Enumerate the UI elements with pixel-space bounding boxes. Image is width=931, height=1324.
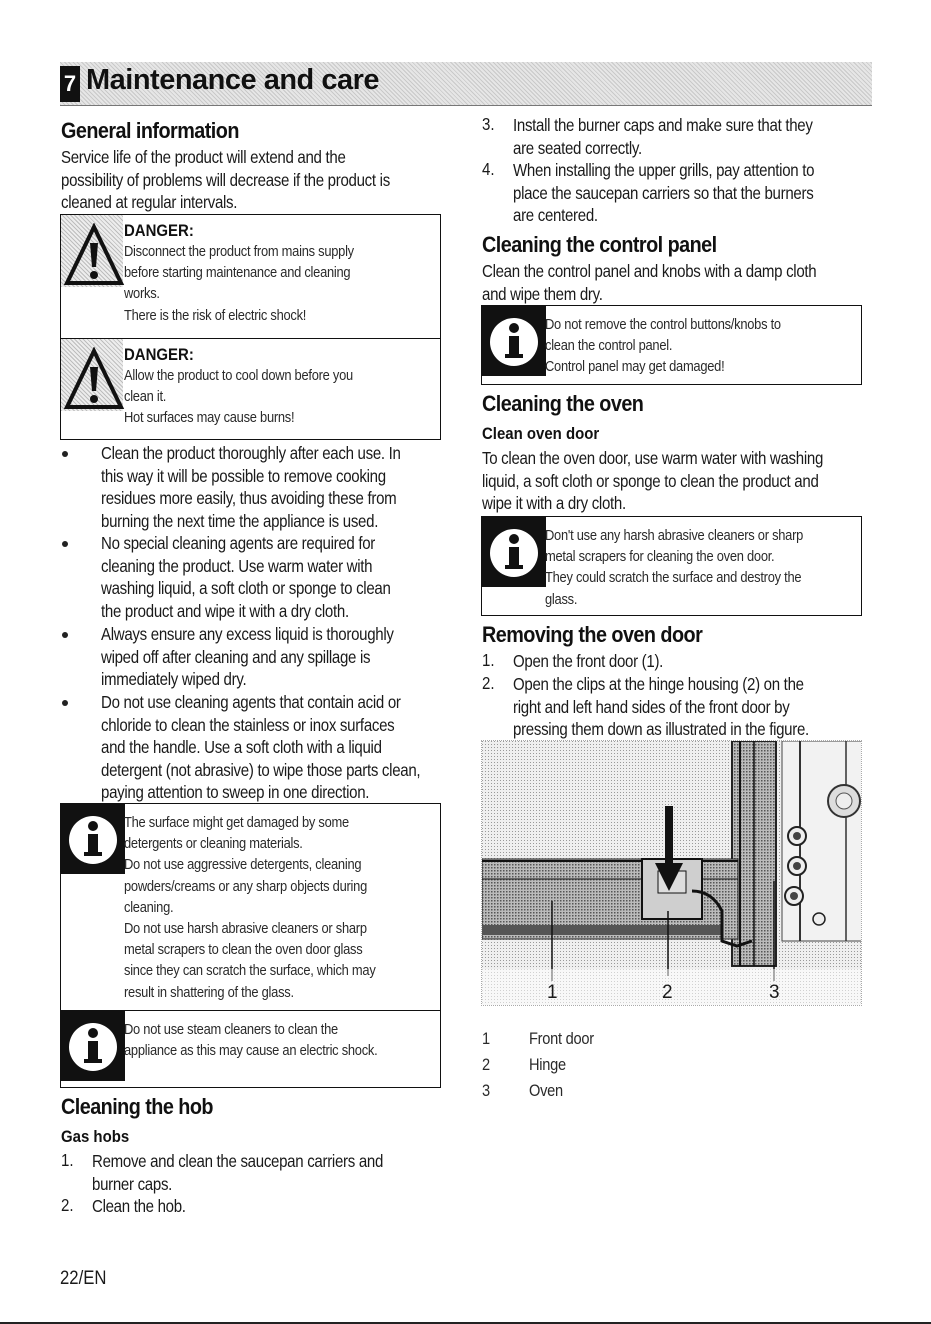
bullet-dot: [62, 700, 68, 706]
intro-line: possibility of problems will decrease if the product is: [61, 169, 390, 190]
control-panel-heading: Cleaning the control panel: [482, 232, 717, 257]
step-number: 4.: [482, 159, 495, 179]
legend-number: 3: [482, 1081, 490, 1100]
step-line: Install the burner caps and make sure that they: [513, 115, 813, 135]
step-line: When installing the upper grills, pay attention to: [513, 160, 815, 180]
bullet-line: this way it will be possible to remove cooking: [101, 465, 386, 486]
info-box-2: [60, 1010, 441, 1088]
bullet-dot: [62, 451, 68, 457]
hinge-illustration: [482, 741, 862, 1006]
general-heading: General information: [61, 118, 239, 143]
oven-text: [482, 447, 879, 515]
info-icon: [61, 1011, 125, 1081]
step-line: place the saucepan carriers so that the burners: [513, 182, 814, 203]
step-number: 3.: [482, 114, 495, 134]
general-intro: [61, 146, 443, 214]
legend-label: Oven: [529, 1081, 563, 1100]
bullet-line: No special cleaning agents are required for: [101, 533, 376, 553]
danger-line: There is the risk of electric shock!: [124, 306, 307, 324]
danger-line: clean it.: [124, 388, 167, 406]
info-icon: [482, 517, 546, 587]
info-icon: [61, 804, 125, 874]
step-line: Clean the hob.: [92, 1196, 186, 1216]
info-line: Do not use aggressive detergents, cleaning: [124, 856, 362, 874]
info-line: They could scratch the surface and destroy the: [545, 569, 802, 587]
danger-line: before starting maintenance and cleaning: [124, 264, 351, 282]
text-line: Clean the control panel and knobs with a damp cloth: [482, 261, 817, 281]
info-line: Do not use harsh abrasive cleaners or sharp: [124, 920, 367, 938]
info-line: clean the control panel.: [545, 337, 673, 355]
danger-line: Hot surfaces may cause burns!: [124, 409, 295, 427]
info-line: cleaning.: [124, 898, 174, 916]
info-box-1: [60, 803, 441, 1011]
oven-door-figure: [481, 740, 862, 1006]
oven-door-subheading: Clean oven door: [482, 424, 600, 443]
gas-hobs-subheading: Gas hobs: [61, 1127, 130, 1146]
bullet-dot: [62, 632, 68, 638]
step-line: Open the clips at the hinge housing (2) on the: [513, 674, 804, 694]
step-number: 1.: [61, 1150, 74, 1170]
bullet-line: Always ensure any excess liquid is thoroughly: [101, 624, 394, 644]
danger-line: Disconnect the product from mains supply: [124, 243, 354, 260]
bullet-line: detergent (not abrasive) to wipe those parts clean,: [101, 759, 421, 780]
intro-line: cleaned at regular intervals.: [61, 192, 238, 213]
control-panel-text: [482, 260, 871, 305]
legend-number: 1: [482, 1029, 490, 1048]
info-line: The surface might get damaged by some: [124, 814, 349, 831]
oven-heading: Cleaning the oven: [482, 391, 644, 416]
figure-label-1: 1: [547, 982, 558, 1003]
info-line: Don't use any harsh abrasive cleaners or sharp: [545, 527, 804, 544]
info-line: powders/creams or any sharp objects during: [124, 877, 367, 895]
danger-line: works.: [124, 285, 160, 303]
info-box-oven: [481, 516, 862, 616]
press-arrow-shaft: [665, 806, 673, 866]
bullet-line: chloride to clean the stainless or inox surfaces: [101, 714, 395, 735]
step-line: Open the front door (1).: [513, 651, 664, 671]
bullet-dot: [62, 541, 68, 547]
danger-box-1: [60, 214, 441, 339]
bullet-line: immediately wiped dry.: [101, 669, 247, 690]
text-line: and wipe them dry.: [482, 283, 603, 304]
step-number: 1.: [482, 650, 495, 670]
bullet-line: burning the next time the appliance is used.: [101, 510, 379, 531]
text-line: liquid, a soft cloth or sponge to clean the product and: [482, 470, 819, 491]
info-line: since they can scratch the surface, which may: [124, 962, 376, 980]
figure-label-3: 3: [769, 982, 780, 1003]
bullet-line: wiped off after cleaning and any spillage is: [101, 646, 371, 667]
legend-number: 2: [482, 1055, 490, 1074]
bullet-line: paying attention to sweep in one direction.: [101, 782, 370, 803]
info-line: Do not remove the control buttons/knobs to: [545, 316, 781, 333]
text-line: To clean the oven door, use warm water with washing: [482, 448, 824, 468]
warning-triangle-icon: [63, 347, 125, 411]
info-line: result in shattering of the glass.: [124, 983, 294, 1001]
legend-label: Hinge: [529, 1055, 566, 1074]
info-icon: [482, 306, 546, 376]
info-line: metal scrapers for cleaning the oven door.: [545, 548, 775, 566]
info-line: Control panel may get damaged!: [545, 358, 725, 376]
bullet-line: cleaning the product. Use warm water with: [101, 555, 373, 576]
chapter-title: Maintenance and care: [86, 64, 379, 96]
bullet-line: Do not use cleaning agents that contain acid or: [101, 692, 401, 712]
info-line: metal scrapers to clean the oven door glass: [124, 941, 363, 959]
step-line: pressing them down as illustrated in the figure.: [513, 719, 809, 740]
text-line: wipe it with a dry cloth.: [482, 493, 626, 514]
step-number: 2.: [482, 673, 495, 693]
step-line: burner caps.: [92, 1173, 173, 1194]
danger-line: Allow the product to cool down before you: [124, 367, 353, 384]
bullet-line: Clean the product thoroughly after each use. In: [101, 443, 401, 463]
chapter-number: 7: [60, 66, 80, 102]
danger-box-2: [60, 338, 441, 440]
step-line: Remove and clean the saucepan carriers and: [92, 1151, 384, 1171]
warning-triangle-icon: [63, 223, 125, 287]
step-number: 2.: [61, 1195, 74, 1215]
door-heading: Removing the oven door: [482, 622, 703, 647]
info-line: appliance as this may cause an electric shock.: [124, 1042, 378, 1060]
legend-label: Front door: [529, 1029, 594, 1048]
page-number: 22/EN: [60, 1268, 107, 1289]
danger-title: DANGER:: [124, 221, 194, 240]
danger-title: DANGER:: [124, 345, 194, 364]
info-line: detergents or cleaning materials.: [124, 835, 303, 853]
intro-line: Service life of the product will extend and the: [61, 147, 346, 167]
info-line: glass.: [545, 590, 578, 608]
figure-label-2: 2: [662, 982, 673, 1003]
bullet-line: residues more easily, thus avoiding these from: [101, 488, 397, 509]
info-line: Do not use steam cleaners to clean the: [124, 1021, 338, 1038]
step-line: are seated correctly.: [513, 137, 642, 158]
info-box-control-panel: [481, 305, 862, 385]
step-line: are centered.: [513, 205, 598, 226]
hob-heading: Cleaning the hob: [61, 1094, 213, 1119]
step-line: right and left hand sides of the front door by: [513, 696, 790, 717]
bullet-line: and the handle. Use a soft cloth with a liquid: [101, 737, 382, 758]
bullet-line: the product and wipe it with a dry cloth.: [101, 600, 349, 621]
bullet-line: washing liquid, a soft cloth or sponge to clean: [101, 578, 391, 599]
